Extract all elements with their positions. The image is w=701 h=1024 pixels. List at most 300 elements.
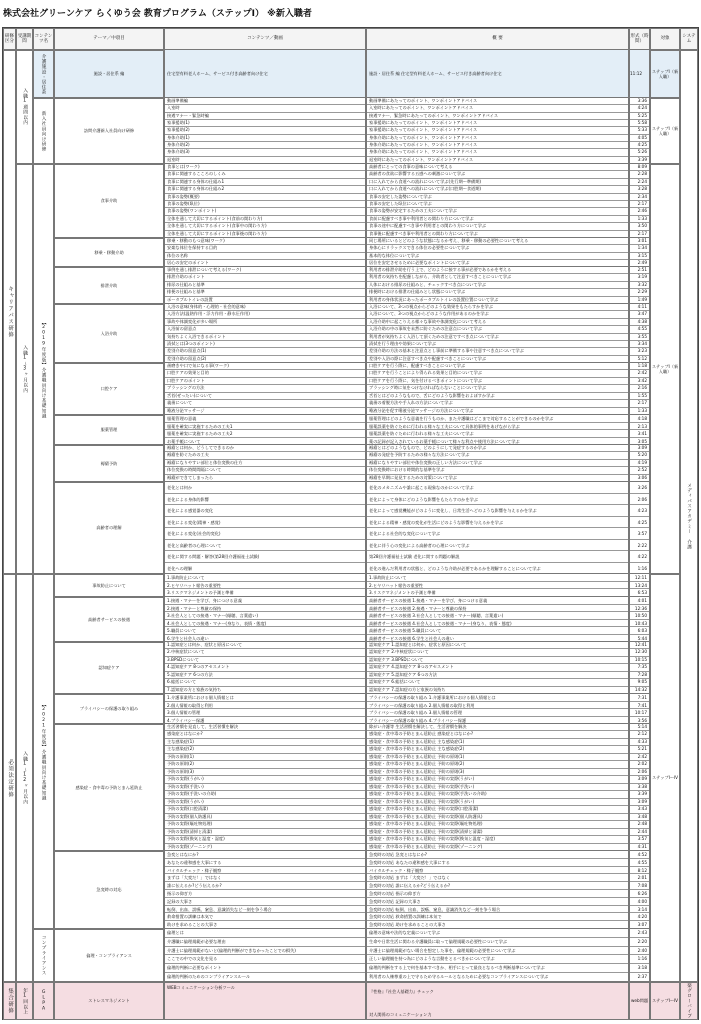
section-outline-column [366, 574, 629, 597]
row-content: 移乗・移動のもつ意味(ワーク) [165, 238, 365, 245]
period-yearly: 年1回以上 [16, 982, 33, 1020]
row-outline: 食事の途中に配慮すべき事や利用者との関わり方について学ぶ [367, 223, 628, 230]
row-outline: 義歯の着脱方法や手入れの方法について学ぶ [367, 400, 628, 407]
row-format: 2:49 [630, 260, 649, 267]
row-content: 口腔ケアのポイント [165, 378, 365, 385]
row-content: 3.個人情報の管理 [165, 709, 365, 717]
program-table [2, 27, 699, 1020]
row-outline: 入浴について、3つの視点からどのような作用があるのかを学ぶ [367, 311, 628, 318]
row-format: 3:26 [630, 482, 649, 494]
row-format: 3:15 [630, 253, 649, 260]
row-content: 食事に関連する身体の仕組み2 [165, 186, 365, 193]
section-format-column [629, 482, 650, 574]
row-format: 4:18 [630, 415, 649, 423]
row-content: 身体介助(1) [165, 135, 365, 142]
section-outline-column [366, 724, 629, 851]
row-outline: 認知症ケア 5.認知症ケア 6つの方法 [367, 672, 628, 679]
row-content: 事故や体調変化が多い場所 [165, 319, 365, 326]
row-outline: 利用者の人権尊重の上で守るため守るルールとなるために必要なコンプライアンスについて学ぶ [367, 973, 628, 982]
row-outline: 老化によって感覚機能がどのように変化し、日常生活へどのような影響を与えるかを学ぶ [367, 505, 628, 517]
row-format: 3:19 [630, 274, 649, 281]
section-format-column [629, 50, 650, 98]
row-format: 7:08 [630, 882, 649, 890]
system-rakuglo: 楽グローバイブ [680, 982, 698, 1020]
stress-theme: ストレスマネジメント [54, 982, 164, 1020]
row-format: 5:14 [630, 724, 649, 731]
row-content: 食事に関連するこころのしくみ [165, 171, 365, 178]
row-content: 家事援助(1) [165, 120, 365, 127]
section-outline-column [366, 304, 629, 363]
row-format: 3:57 [630, 836, 649, 843]
row-content: 6.総括について [165, 679, 365, 686]
stress-format: web問題 [629, 982, 650, 1020]
row-content: 義歯について [165, 400, 365, 407]
row-outline: 急変時の対応 まずは「大変だ！」ではなく [367, 874, 628, 882]
row-content: 体位変換の時間間隔について [165, 467, 365, 474]
row-content: ポータブルトイレの設置 [165, 297, 365, 304]
row-outline: プライバシーの保護の取り組み 2.個人情報の取得と利用 [367, 702, 628, 710]
row-format: 2:44 [630, 829, 649, 836]
row-content: 動画準備編 [165, 98, 365, 105]
section-content-column [164, 597, 366, 642]
row-format: 4:52 [630, 851, 649, 859]
row-content: 5.職員について [165, 627, 365, 635]
row-format: 2:48 [630, 821, 649, 828]
section-content-column [164, 482, 366, 574]
header-content: コンテンツ／動画 [164, 28, 366, 50]
row-outline: 利用者の排泄介助を行う上で、どのように接する事が必要であるかを考える [367, 267, 628, 274]
row-format: 7:31 [630, 694, 649, 702]
row-outline: 高齢者の食欲に影響する五感への刺激について学ぶ [367, 171, 628, 178]
row-content: 老化による身体的影響 [165, 494, 365, 506]
section-theme: 事故防止について [54, 574, 164, 597]
row-format: 2:20 [630, 938, 649, 947]
row-format: 4:33 [630, 739, 649, 746]
contents-name-compliance: コンプライアンス [33, 929, 54, 982]
row-format: 3:09 [630, 776, 649, 783]
row-outline: 感染症・食中毒の予防とまん延防止 予防の原則(3) [367, 769, 628, 776]
row-outline: 食事の安定した臥位について学ぶ [367, 201, 628, 208]
section-format-column [629, 445, 650, 482]
row-format: 3:41 [630, 430, 649, 438]
section-content-column [164, 304, 366, 363]
row-format: 10:43 [630, 620, 649, 628]
section-theme: プライバシーの保護の取り組み [54, 694, 164, 724]
row-content: 老化と高齢者の心理について [165, 540, 365, 552]
row-outline: 身体介助にあたってのポイント、ワンポイントアドバイス [367, 149, 628, 156]
section-format-column [629, 597, 650, 642]
row-format: 10:17 [630, 709, 649, 717]
row-format: 5:26 [630, 149, 649, 156]
row-content: 差別介助の留意点(1) [165, 348, 365, 355]
row-format: 2:52 [630, 467, 649, 474]
row-format: 1:18 [630, 363, 649, 370]
row-content: 老化に関する問題・解答(第28回介護福祉士試験) [165, 551, 365, 563]
row-format: 3:56 [630, 717, 649, 725]
row-content: 身体介助(2) [165, 142, 365, 149]
row-content: お薬手帳について [165, 438, 365, 446]
section-outline-column [366, 98, 629, 164]
row-outline: プライバシーの保護の取り組み 3.個人情報の管理 [367, 709, 628, 717]
section-theme: 倫理・コンプライアンス [54, 929, 164, 982]
section-content-column [164, 415, 366, 445]
period-month12: 入職1〜12ヶ月以内 [16, 574, 33, 982]
row-content: 予防の原則(3) [165, 769, 365, 776]
row-outline: 口腔ケアを行う際に、気を付けるべきポイントについて学ぶ [367, 378, 628, 385]
section-content-column [164, 851, 366, 929]
row-content: 服薬管理の意義 [165, 415, 365, 423]
row-outline: 感染症・食中毒の予防とまん延防止 予防の実際(嘔吐物処理) [367, 821, 628, 828]
row-content: 4.認知症ケア 8つのアセスメント [165, 664, 365, 671]
row-content: 老化による変化(社会的変化) [165, 528, 365, 540]
row-format: 8:12 [630, 867, 649, 875]
row-outline: 感染症・食中毒の予防とまん延防止 予防の実際(うがい) [367, 799, 628, 806]
section-format-column [629, 238, 650, 267]
row-content: 唾液分泌マッサージ [165, 408, 365, 415]
row-format: 3:48 [630, 814, 649, 821]
row-content: 介護職に倫理規範が必要な理由 [165, 938, 365, 947]
row-outline: 倫理の意味や法的な定義について学ぶ [367, 929, 628, 938]
row-outline: 急変時の対応 転倒、出血、誤嚥、窒息、意識消失など一刻を争う場合 [367, 906, 628, 914]
row-content: 褥瘡になりやすい部位と体位変換の仕方 [165, 460, 365, 467]
row-content: 全体を通して大切にするポイント(食前の関わり方) [165, 216, 365, 223]
row-outline: 同じ場所にいるとどのような状態になるか考え、移乗・移動の必要性について考える [367, 238, 628, 245]
row-outline: 家事援助にあたってのポイント、ワンポイントアドバイス [367, 120, 628, 127]
header-theme: テーマ／中項目 [54, 28, 164, 50]
row-content: 入浴前の留意点 [165, 326, 365, 333]
row-format: 3:01 [630, 238, 649, 245]
row-format: 4:00 [630, 898, 649, 906]
row-content: 2.接遇・マナーと尊厳の保持 [165, 605, 365, 613]
row-format: 4:25 [630, 142, 649, 149]
row-format: 3:28 [630, 186, 649, 193]
section-format-column [629, 164, 650, 238]
row-outline: 感染症・食中毒の予防とまん延防止 予防の実際(個人防護具) [367, 814, 628, 821]
row-format: 9:05 [630, 679, 649, 686]
row-content: 転倒、出血、誤嚥、窒息、意識消失など一刻を争う場合 [165, 906, 365, 914]
row-content: 退室時 [165, 157, 365, 164]
row-outline: 生命や日常生活に関わる介護職員に取って倫理規範の必要性について学ぶ [367, 938, 628, 947]
row-format: 3:05 [630, 438, 649, 446]
row-content: 食事の姿勢(ワンポイント) [165, 208, 365, 215]
section-content-column [164, 50, 366, 98]
row-content: 清拭とは(3つのポイント) [165, 341, 365, 348]
section-format-column [629, 724, 650, 851]
row-format: 2:24 [630, 179, 649, 186]
row-outline: 差別や入浴の際に注意すべき点や配慮すべきことについて学ぶ [367, 356, 628, 363]
row-format: 7:28 [630, 672, 649, 679]
row-content: 5.認知症ケア 6つの方法 [165, 672, 365, 679]
row-format: 3:39 [630, 791, 649, 798]
row-content: 予防の実際(手洗い) [165, 784, 365, 791]
row-outline: 感染症・食中毒の予防とまん延防止 感染症とはなにか? [367, 731, 628, 738]
row-format: 5:44 [630, 635, 649, 643]
row-content: 介護士に倫理規範がないと(倫理的判断ができなかったことでの損失) [165, 947, 365, 956]
row-content: 服薬を確実に実施するための工夫2 [165, 430, 365, 438]
row-content: 1.接遇・マナーを学び、身につける意義 [165, 597, 365, 605]
contents-name-2021: 【2021年度版】介護職員向け基礎知識 [33, 574, 54, 929]
row-format: 10:50 [630, 612, 649, 620]
row-outline: 動画準備にあたってのポイント、ワンポイントアドバイス [367, 98, 628, 105]
row-outline: 高齢者サービスの接遇 2.接遇・マナーと尊厳の保持 [367, 605, 628, 613]
row-content: 老化による感覚器の変化 [165, 505, 365, 517]
row-format: 2:17 [630, 231, 649, 238]
row-format: 1:33 [630, 216, 649, 223]
row-outline: 褥瘡の発症を予防するための様々な方法について学ぶ [367, 452, 628, 459]
section-theme: 服薬管理 [54, 415, 164, 445]
row-format: 4:11 [630, 304, 649, 311]
row-content: 予防の実際(ゾーニング) [165, 844, 365, 851]
section-outline-column [366, 694, 629, 724]
row-content: 生活習慣を見直して、生活習慣を解決 [165, 724, 365, 731]
row-content: 老化による変化(精神・感覚) [165, 517, 365, 529]
row-outline: 利用者の身体状況にあったポータブルトイレの設置位置について学ぶ [367, 297, 628, 304]
section-outline-column [366, 50, 629, 98]
row-outline: 1.事故防止について [367, 574, 628, 582]
header-period: 受講期間 [16, 28, 33, 50]
row-outline: 基本的な体位について学ぶ [367, 253, 628, 260]
contents-name-facility: 介護施設・居住系 [33, 50, 54, 98]
row-outline: 褥瘡とはどのようなもので、どのようにして発症するのか学ぶ [367, 445, 628, 452]
row-format: 2:29 [630, 289, 649, 296]
row-outline: 老化によって身体にどのような影響をもたらすのかを学ぶ [367, 494, 628, 506]
row-content: 4.社会人としての接遇・マナー(身なり、表情・態度) [165, 620, 365, 628]
row-format: 6:26 [630, 890, 649, 898]
row-content: 事例を通し排泄について考える(ワーク) [165, 267, 365, 274]
section-outline-column [366, 363, 629, 415]
row-format: 2:06 [630, 769, 649, 776]
section-theme: 認知症ケア [54, 642, 164, 694]
row-outline: 急変時の対応 記録の大事さ [367, 898, 628, 906]
row-outline: 利用者が気持ちよく入浴して頂くための注意ですべき点について学ぶ [367, 334, 628, 341]
row-outline: 認知症ケア 6.総括について [367, 679, 628, 686]
row-content: 食事とは(ワーク) [165, 164, 365, 171]
row-format: 5:33 [630, 127, 649, 134]
row-outline: 老化に伴う心の変化による高齢者の心理について学ぶ [367, 540, 628, 552]
row-outline: 老化による精神・感覚の変化が生活にどのような影響を与えるかを学ぶ [367, 517, 628, 529]
row-outline: 急変時の対応 誰に伝えるか?どう伝えるか? [367, 882, 628, 890]
row-outline: 入浴介助の中の事故を未然に防ぐための注意点について学ぶ [367, 326, 628, 333]
row-content: 倫理的判断のためのコンプライアンスルール [165, 973, 365, 982]
row-format: 4:01 [630, 597, 649, 605]
row-format: 3:09 [630, 799, 649, 806]
section-format-column [629, 267, 650, 304]
section-format-column [629, 363, 650, 415]
row-format: 12:36 [630, 605, 649, 613]
target-step-all: ステップⅠ〜Ⅳ [650, 574, 680, 982]
row-format: 2:17 [630, 201, 649, 208]
row-format: 4:55 [630, 326, 649, 333]
row-outline: 感染症・食中毒の予防とまん延防止 予防の実際(手洗い) [367, 784, 628, 791]
row-format: 7:41 [630, 702, 649, 710]
row-format: 3:36 [630, 98, 649, 105]
row-content: 老化とは何か [165, 482, 365, 494]
row-outline: 高齢者サービスの接遇 1.接遇・マナーを学び、身につける意義 [367, 597, 628, 605]
target-newhire-basics: ステップⅠ（新入職） [650, 164, 680, 574]
section-outline-column [366, 415, 629, 445]
row-outline: 感染症・食中毒の予防とまん延防止 予防の実際(口腔清潔) [367, 806, 628, 813]
target-newhire-facility: ステップⅠ（新入職） [650, 50, 680, 98]
row-content: 予防の実際(嘔吐物処理) [165, 821, 365, 828]
row-content: 1.認知症とは何か、症状と原因について [165, 642, 365, 649]
row-content: 気持ちよく入浴できるポイント [165, 334, 365, 341]
row-format: 3:14 [630, 906, 649, 914]
row-content: 口腔ケアの効果と目的 [165, 370, 365, 377]
row-format: 4:31 [630, 844, 649, 851]
row-format: 4:38 [630, 319, 649, 326]
section-theme: 食事介助 [54, 164, 164, 238]
row-content: 救命措置の訓練は本気で [165, 913, 365, 921]
row-content: 2.中核症状について [165, 649, 365, 656]
header-system: システム [680, 28, 698, 50]
row-content: 1.介護事業所における個人情報とは [165, 694, 365, 702]
row-format: 8:09 [630, 164, 649, 171]
section-outline-column [366, 164, 629, 238]
section-format-column [629, 642, 650, 694]
section-outline-column [366, 267, 629, 304]
section-theme: 高齢者サービスの接遇 [54, 597, 164, 642]
row-format: 4:20 [630, 913, 649, 921]
row-outline: 口に入れてから食道への流れについて学ぶ(先行期〜準備期) [367, 179, 628, 186]
row-content: ここでの中での文化を見る [165, 955, 365, 964]
row-format: 2:02 [630, 761, 649, 768]
row-format: 2:42 [630, 754, 649, 761]
row-format: 3:47 [630, 311, 649, 318]
row-format: 12:41 [630, 642, 649, 649]
header-outline: 概 要 [366, 28, 629, 50]
header-format: 形式（時間） [629, 28, 650, 50]
row-outline: 排便時における排泄の仕組みとし状態について学ぶ [367, 289, 628, 296]
section-format-column [629, 574, 650, 597]
row-outline: 感染症・食中毒の予防とまん延防止 予防の原則(1) [367, 754, 628, 761]
section-format-column [629, 851, 650, 929]
row-content: 食事の姿勢(概要) [165, 194, 365, 201]
row-format: 1:16 [630, 563, 649, 575]
row-content: 差別介助の留意点(2) [165, 356, 365, 363]
row-content: 1.事故防止について [165, 574, 365, 582]
section-theme: 排泄介助 [54, 267, 164, 304]
row-content: 急変とはなにか? [165, 851, 365, 859]
row-outline: 施設・居住系 編 住宅型有料老人ホーム、サービス付き高齢者向け住宅 [367, 50, 628, 98]
row-outline: 食事の安定した姿勢について学ぶ [367, 194, 628, 201]
row-format: 2:12 [630, 731, 649, 738]
row-outline: 口腔ケアを行う際に、配慮すべきことについて学ぶ [367, 363, 628, 370]
row-outline: 老化の進んだ利用者の状態と、どのような介助が必要であるかを理解することについて学ぶ [367, 563, 628, 575]
section-format-column [629, 694, 650, 724]
row-outline: 高齢者サービスの接遇 6.学生と社会人の違い [367, 635, 628, 643]
section-outline-column [366, 597, 629, 642]
row-content: 6.学生と社会人の違い [165, 635, 365, 643]
row-outline: 家事援助にあたってのポイント、ワンポイントアドバイス [367, 127, 628, 134]
section-content-column [164, 238, 366, 267]
row-format: 4:22 [630, 551, 649, 563]
contents-name-2019: 【2019年度版】介護職員向け基礎知識 [33, 164, 54, 574]
row-outline: 薬の記録が記入されているお薬手帳について様々な利点や使用方法について学ぶ [367, 438, 628, 446]
row-outline: プライバシーの保護の取り組み 4.プライバシー保護 [367, 717, 628, 725]
row-format: 1:16 [630, 955, 649, 964]
row-format: 1:33 [630, 408, 649, 415]
row-format: 3:09 [630, 445, 649, 452]
row-outline: 舌苔とはどのようなもので、舌にどのような影響をおよぼすか学ぶ [367, 393, 628, 400]
row-outline: 食事の姿勢が安定するための工夫について学ぶ [367, 208, 628, 215]
row-outline: 2.ヒヤリハット報告の重要性 [367, 582, 628, 590]
row-content: 老化への理解 [165, 563, 365, 575]
row-content: 排尿の仕組みと基準 [165, 282, 365, 289]
row-content: 服薬を確実に実施するための工夫1 [165, 423, 365, 431]
row-outline: 倫理的判断をする上で何を基本すべきか、相手にとって最良となるべき判断基準について学ぶ [367, 964, 628, 973]
row-content: 舌苔(ぜったい)について [165, 393, 365, 400]
section-outline-column [366, 929, 629, 982]
row-format: 13:24 [630, 582, 649, 590]
row-outline: 急変時の対応 助けを求めることの大事さ [367, 921, 628, 929]
section-content-column [164, 164, 366, 238]
row-outline: 退室時にあたってのポイント、ワンポイントアドバイス [367, 157, 628, 164]
row-content: 誰に伝えるか?どう伝えるか? [165, 882, 365, 890]
row-outline: 認知症ケア 3.BPSDについて [367, 657, 628, 664]
section-theme: 施設・居住系 編 [54, 50, 164, 98]
row-content: 予防の実際(うがい) [165, 776, 365, 783]
section-theme: 訪問介護新入社員向け研修 [54, 98, 164, 164]
system-medipass: メディパスアカデミー 介護 [680, 50, 698, 982]
row-outline: 高齢者にとっての食事の意味について考える [367, 164, 628, 171]
row-content: 3.リスクマネジメントの予測と準備 [165, 589, 365, 597]
row-format: 4:55 [630, 859, 649, 867]
row-content: 予防の実際(清掃と清潔) [165, 829, 365, 836]
section-theme: 口腔ケア [54, 363, 164, 415]
row-outline: 食前に配慮すべき事や利用者との関わり方について学ぶ [367, 216, 628, 223]
period-week1: 入職1週間以内 [16, 50, 33, 164]
row-outline: 接遇マナー、緊急時にあたってのポイント、ワンポイントアドバイス [367, 113, 628, 120]
row-outline: 高齢者サービスの接遇 3.社会人としての接遇・マナー(傾聴、言葉遣い) [367, 612, 628, 620]
row-format: 2:17 [630, 400, 649, 407]
contents-name-glpa: GLPA [33, 982, 54, 1020]
row-content: 家事援助(2) [165, 127, 365, 134]
row-outline: 服薬誤薬を防ぐために行われる様々な工夫について学ぶ [367, 430, 628, 438]
row-outline: 感染症・食中毒の予防とまん延防止 予防の実際(清掃と清潔) [367, 829, 628, 836]
section-content-column [164, 363, 366, 415]
row-outline: 感染症・食中毒の予防とまん延防止 予防の実際(換気と温度・湿度) [367, 836, 628, 843]
row-format: 4:24 [630, 105, 649, 112]
row-outline: 認知症ケア 2.中核症状について [367, 649, 628, 656]
stress-outline-line1: 『性格』『社会人基礎力』チェック [369, 989, 434, 994]
period-month3: 入職1〜3ヶ月以内 [16, 164, 33, 574]
row-outline: 感染症・食中毒の予防とまん延防止 主な感染症(2) [367, 746, 628, 753]
row-format: 3:50 [630, 223, 649, 230]
row-outline: 認知症ケア 7.認知症の方と家族の気持ち [367, 687, 628, 694]
row-outline: 老化のメカニズムや誰に起こる現象なのかについて学ぶ [367, 482, 628, 494]
row-format: 5:21 [630, 746, 649, 753]
row-outline: 老化による社会的な変化について学ぶ [367, 528, 628, 540]
row-format: 12:11 [630, 574, 649, 582]
row-outline: 唾液分泌を促す唾液分泌マッサージの方法について学ぶ [367, 408, 628, 415]
row-content: バイタルチェック・様子観察 [165, 867, 365, 875]
row-outline: 清拭を行う理由や効果について学ぶ [367, 341, 628, 348]
row-content: 褥瘡ができてしまったら [165, 475, 365, 482]
row-format: 10:15 [630, 657, 649, 664]
row-content: 2.ヒヤリハット報告の重要性 [165, 582, 365, 590]
section-outline-column [366, 642, 629, 694]
section-content-column [164, 445, 366, 482]
row-content: 予防の原則(1) [165, 754, 365, 761]
row-outline: 認知症ケア 1.認知症とは何か、症状と原因について [367, 642, 628, 649]
row-content: あなたの違和感を大事にする [165, 859, 365, 867]
row-format: 2:28 [630, 171, 649, 178]
row-format: 2:06 [630, 494, 649, 506]
row-outline: 身体介助にあたってのポイント、ワンポイントアドバイス [367, 135, 628, 142]
row-outline: 感染症・食中毒の予防とまん延防止 予防の原則(2) [367, 761, 628, 768]
row-format: 1:49 [630, 297, 649, 304]
header-target: 対象 [650, 28, 680, 50]
